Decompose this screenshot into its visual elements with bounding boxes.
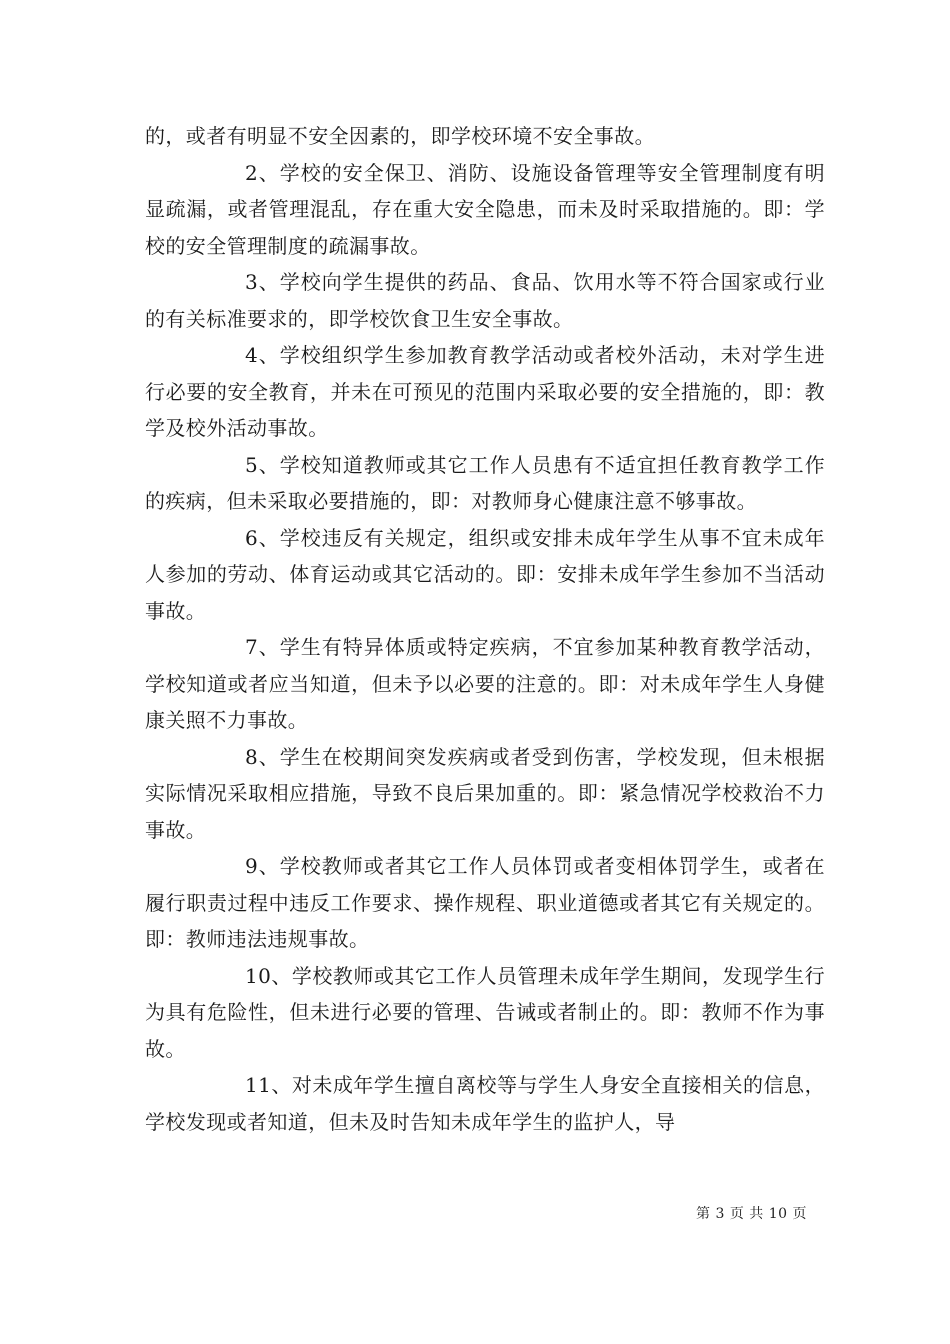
paragraph-item-11: 11、对未成年学生擅自离校等与学生人身安全直接相关的信息，学校发现或者知道，但未及时告知未成年学生的监护人，导 — [145, 1073, 825, 1134]
paragraph-item-8: 8、学生在校期间突发疾病或者受到伤害，学校发现，但未根据实际情况采取相应措施，导致不良后果加重的。即：紧急情况学校救治不力事故。 — [145, 744, 825, 842]
paragraph-item-10: 10、学校教师或其它工作人员管理未成年学生期间，发现学生行为具有危险性，但未进行必要的管理、告诫或者制止的。即：教师不作为事故。 — [145, 963, 825, 1061]
paragraph-item-2: 2、学校的安全保卫、消防、设施设备管理等安全管理制度有明显疏漏，或者管理混乱，存在重大安全隐患，而未及时采取措施的。即：学校的安全管理制度的疏漏事故。 — [145, 160, 825, 258]
document-body — [145, 118, 825, 1140]
paragraph-item-3: 3、学校向学生提供的药品、食品、饮用水等不符合国家或行业的有关标准要求的，即学校饮食卫生安全事故。 — [145, 270, 825, 331]
paragraph-item-7: 7、学生有特异体质或特定疾病，不宜参加某种教育教学活动，学校知道或者应当知道，但未予以必要的注意的。即：对未成年学生人身健康关照不力事故。 — [145, 635, 825, 732]
paragraph-item-9: 9、学校教师或者其它工作人员体罚或者变相体罚学生，或者在履行职责过程中违反工作要求、操作规程、职业道德或者其它有关规定的。即：教师违法违规事故。 — [145, 854, 825, 951]
page-number-footer: 第 3 页 共 10 页 — [696, 1206, 807, 1222]
paragraph-item-4: 4、学校组织学生参加教育教学活动或者校外活动，未对学生进行必要的安全教育，并未在可预见的范围内采取必要的安全措施的，即：教学及校外活动事故。 — [145, 343, 825, 440]
paragraph-item-6: 6、学校违反有关规定，组织或安排未成年学生从事不宜未成年人参加的劳动、体育运动或其它活动的。即：安排未成年学生参加不当活动事故。 — [145, 525, 825, 623]
paragraph-item-5: 5、学校知道教师或其它工作人员患有不适宜担任教育教学工作的疾病，但未采取必要措施的，即：对教师身心健康注意不够事故。 — [145, 452, 825, 513]
paragraph-continuation: 的，或者有明显不安全因素的，即学校环境不安全事故。 — [145, 124, 655, 148]
